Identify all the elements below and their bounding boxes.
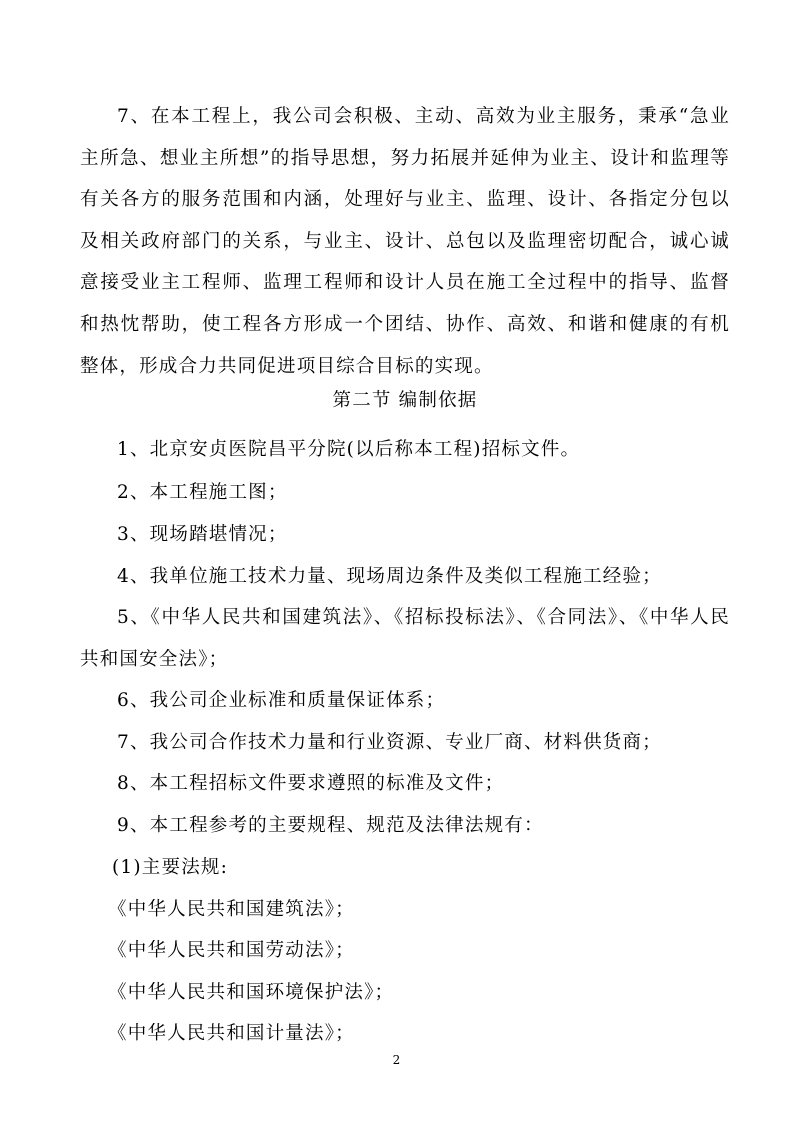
law-item-2: 《中华人民共和国劳动法》；: [108, 940, 355, 961]
basis-item-5-block: [80, 597, 730, 680]
basis-item-7: 7、我公司合作技术力量和行业资源、专业厂商、材料供货商；: [117, 732, 662, 753]
law-item-4: 《中华人民共和国计量法》；: [108, 1023, 355, 1044]
laws-heading: (1)主要法规:: [112, 857, 229, 878]
intro-paragraph: 7、在本工程上，我公司会积极、主动、高效为业主服务，秉承“急业主所急、想业主所想”的指导思想，努力拓展并延伸为业主、设计和监理等有关各方的服务范围和内涵，处理好与业主、监理、设计、各指定分包以及相关政府部门的关系，与业主、设计、总包以及监理密切配合，诚心诚意接受业主工程师、监理工程师和设计人员在施工全过程中的指导、监督和热忱帮助，使工程各方形成一个团结、协作、高效、和谐和健康的有机整体，形成合力共同促进项目综合目标的实现。: [80, 106, 730, 377]
basis-item-1: 1、北京安贞医院昌平分院(以后称本工程)招标文件。: [117, 439, 581, 460]
basis-item-3: 3、现场踏堪情况；: [117, 524, 288, 545]
basis-item-4: 4、我单位施工技术力量、现场周边条件及类似工程施工经验；: [117, 566, 662, 587]
section-title-block: [80, 388, 730, 414]
section-title: 第二节 编制依据: [332, 390, 478, 411]
basis-item-6: 6、我公司企业标准和质量保证体系；: [117, 690, 446, 711]
basis-item-8: 8、本工程招标文件要求遵照的标准及文件；: [117, 773, 505, 794]
basis-item-2: 2、本工程施工图；: [117, 482, 288, 503]
page-number: 2: [392, 1053, 401, 1067]
intro-paragraph-block: [80, 96, 730, 387]
basis-item-9: 9、本工程参考的主要规程、规范及法律法规有：: [117, 815, 544, 836]
law-item-3: 《中华人民共和国环境保护法》；: [108, 982, 395, 1003]
law-item-1: 《中华人民共和国建筑法》；: [108, 899, 355, 920]
basis-item-5: 5、《中华人民共和国建筑法》、《招标投标法》、《合同法》、《中华人民共和国安全法》；: [80, 607, 730, 670]
